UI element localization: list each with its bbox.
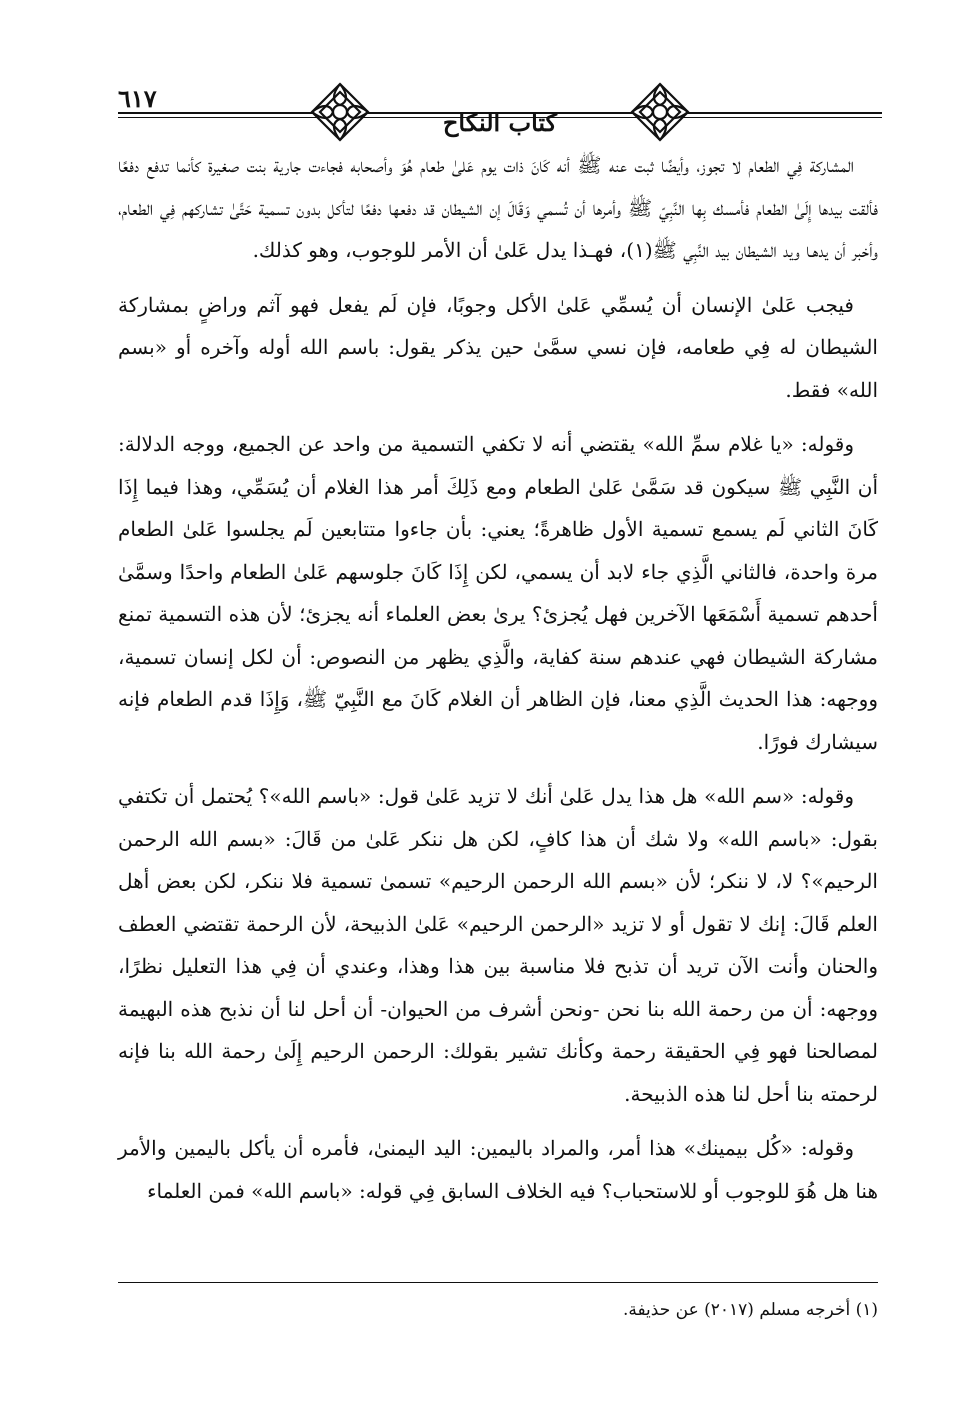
footnote-rule <box>118 1282 878 1283</box>
page-header <box>118 80 882 140</box>
page-number: ٦١٧ <box>118 84 157 113</box>
running-title: كتاب النكاح <box>442 108 558 137</box>
paragraph: وقوله: «سم الله» هل هذا يدل عَلىٰ أنك لا تزيد عَلىٰ قول: «باسم الله»؟ يُحتمل أن تكتفي بقول: «باسم الله» ولا شك أن هذا كافٍ، لكن هل ننكر عَلىٰ من قَالَ: «بسم الله الرحمن الرحيم»؟ لا، لا ننكر؛ لأن «بسم الله الرحمن الرحيم» تسمىٰ تسمية فلا ننكر، لكن بعض أهل العلم قَالَ: إنك لا تقول أو لا تزيد «الرحمن الرحيم» عَلىٰ الذبيحة، لأن الرحمة تقتضي العطف والحنان وأنت الآن تريد أن تذبح فلا مناسبة بين هذا وهذا، وعندي أن فِي هذا التعليل نظرًا، ووجهه: أن من رحمة الله بنا نحن -ونحن أشرف من الحيوان- أن أحل لنا أن نذبح هذه البهيمة لمصالحنا فهو فِي الحقيقة رحمة وكأنك تشير بقولك: الرحمن الرحيم إِلَىٰ رحمة الله بنا فإنه لرحمته بنا أحل لنا هذه الذبيحة. <box>118 784 878 1106</box>
paragraph: وقوله: «كُل بيمينك» هذا أمر، والمراد باليمين: اليد اليمنىٰ، فأمره أن يأكل باليمين والأمر هنا هل هُوَ للوجوب أو للاستحباب؟ فيه الخلاف السابق فِي قوله: «باسم الله» فمن العلماء <box>118 1136 878 1203</box>
paragraph: فيجب عَلىٰ الإنسان أن يُسمِّي عَلىٰ الأكل وجوبًا، فإن لَم يفعل فهو آثم وراضٍ بمشاركة الشيطان له فِي طعامه، فإن نسي سمَّىٰ حين يذكر يقول: باسم الله أوله وآخره أو «بسم الله» فقط. <box>118 292 878 402</box>
text-body <box>118 144 878 1224</box>
arabesque-ornament-icon <box>628 80 692 144</box>
paragraph: المشاركة فِي الطعام لا تجوز، وأيضًا ثبت عنه ﷺ أنه كَانَ ذات يوم عَلىٰ طعام هُوَ وأصحابه فجاءت جارية بنت صغيرة كأنما تدفع دفعًا فألقت بيدها إِلَىٰ الطعام فأمسك بِها النَّبِيّ ﷺ وأمرها أن تُسمي وَقَالَ إن الشيطان قد دفعها دفعًا لتأكل بدون تسمية حَتَّىٰ تشاركهم فِي الطعام، وأخبر أن يدهـا ويد الشيطان بيد النَّبِي ﷺ(١)، فهـذا يدل عَلىٰ أن الأمر للوجوب، وهو كذلك. <box>118 153 878 262</box>
paragraph: وقوله: «يا غلام سمِّ الله» يقتضي أنه لا تكفي التسمية من واحد عن الجميع، ووجه الدلالة: أن النَّبِي ﷺ سيكون قد سَمَّىٰ عَلىٰ الطعام ومع ذَلِكَ أمر هذا الغلام أن يُسَمِّي، وهذا فيما إِذَا كَانَ الثاني لَم يسمع تسمية الأول ظاهرةً؛ يعني: بأن جاءوا متتابعين لَم يجلسوا عَلىٰ الطعام مرة واحدة، فالثاني الَّذِي جاء لابد أن يسمي، لكن إِذَا كَانَ جلوسهم عَلىٰ الطعام واحدًا وسمَّىٰ أحدهم تسمية أَسْمَعَها الآخرين فهل يُجزئ؟ يرىٰ بعض العلماء أنه يجزئ؛ لأن هذه التسمية تمنع مشاركة الشيطان فهي عندهم سنة كفاية، والَّذِي يظهر من النصوص: أن لكل إنسان تسمية، ووجهه: هذا الحديث الَّذِي معنا، فإن الظاهر أن الغلام كَانَ مع النَّبِيّ ﷺ، وَإِذَا قدم الطعام فإنه سيشارك فورًا. <box>118 432 878 754</box>
footnote: (١) أخرجه مسلم (٢٠١٧) عن حذيفة. <box>622 1300 878 1320</box>
